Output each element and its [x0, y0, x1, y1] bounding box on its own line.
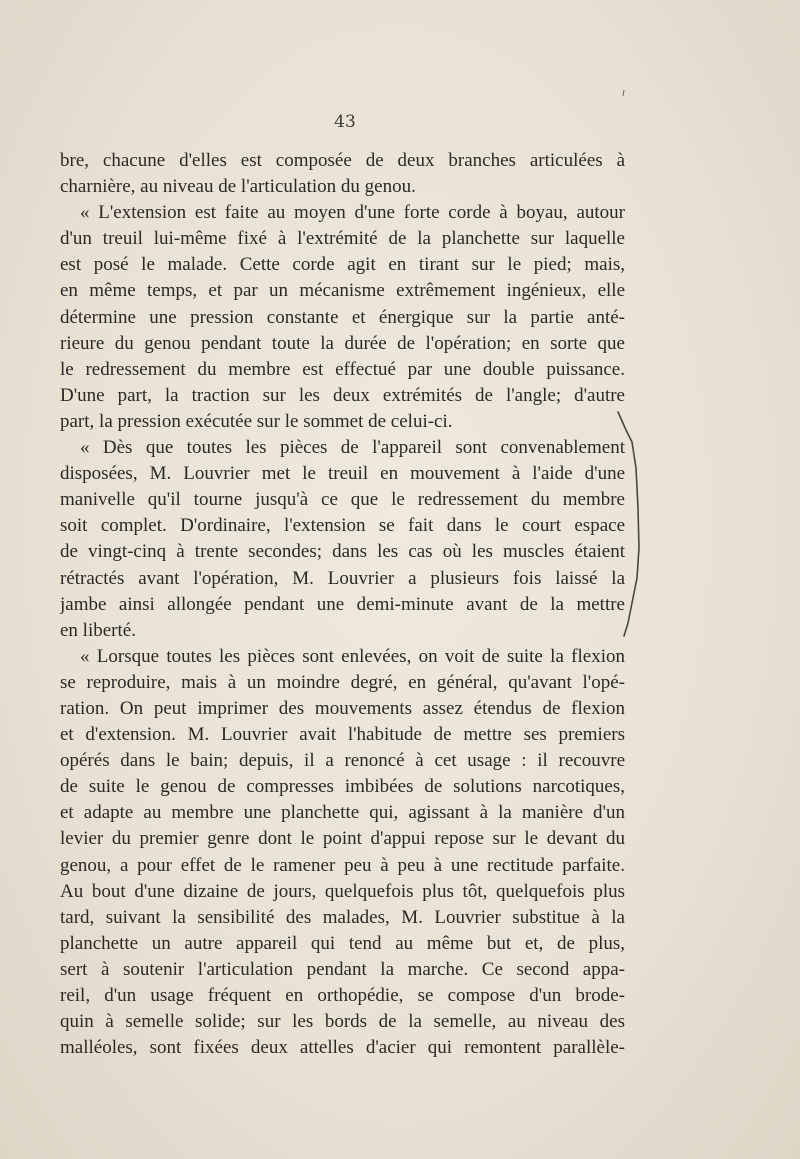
text-line: rieure du genou pendant toute la durée de l'opération; en sorte que: [60, 332, 625, 354]
page-number: 43: [334, 112, 356, 132]
text-line: genou, a pour effet de le ramener peu à peu à une rectitude parfaite.: [60, 854, 625, 876]
text-line: est posé le malade. Cette corde agit en tirant sur le pied; mais,: [60, 254, 625, 276]
text-line: soit complet. D'ordinaire, l'extension se fait dans le court espace: [60, 515, 625, 537]
text-line: de suite le genou de compresses imbibées de solutions narcotiques,: [60, 776, 625, 798]
text-line: charnière, au niveau de l'articulation du genou.: [60, 176, 416, 198]
text-line: détermine une pression constante et énergique sur la partie anté-: [60, 306, 625, 328]
text-line: quin à semelle solide; sur les bords de la semelle, au niveau des: [60, 1011, 625, 1033]
text-line: d'un treuil lui-même fixé à l'extrémité de la planchette sur laquelle: [60, 228, 625, 250]
text-line: rétractés avant l'opération, M. Louvrier a plusieurs fois laissé la: [60, 567, 625, 589]
text-line: en liberté.: [60, 619, 136, 641]
text-line: bre, chacune d'elles est composée de deux branches articulées à: [60, 150, 625, 171]
text-line: « Lorsque toutes les pièces sont enlevées, on voit de suite la flexion: [80, 645, 625, 667]
text-line: « L'extension est faite au moyen d'une forte corde à boyau, autour: [80, 202, 625, 224]
text-line: levier du premier genre dont le point d'appui repose sur le devant du: [60, 828, 625, 850]
text-line: se reproduire, mais à un moindre degré, en général, qu'avant l'opé-: [60, 671, 625, 693]
text-line: manivelle qu'il tourne jusqu'à ce que le redressement du membre: [60, 489, 625, 511]
paper-speck: [622, 90, 625, 96]
text-line: tard, suivant la sensibilité des malades, M. Louvrier substitue à la: [60, 906, 625, 928]
body-text: [60, 148, 625, 1061]
text-line: ration. On peut imprimer des mouvements assez étendus de flexion: [60, 697, 625, 719]
text-line: reil, d'un usage fréquent en orthopédie, se compose d'un brode-: [60, 985, 625, 1006]
text-line: et d'extension. M. Louvrier avait l'habitude de mettre ses premiers: [60, 724, 625, 746]
margin-pencil-mark: [612, 408, 652, 638]
text-line: part, la pression exécutée sur le sommet de celui-ci.: [60, 410, 453, 432]
text-line: opérés dans le bain; depuis, il a renoncé à cet usage : il recouvre: [60, 750, 625, 772]
text-line: planchette un autre appareil qui tend au même but et, de plus,: [60, 932, 625, 954]
text-line: et adapte au membre une planchette qui, agissant à la manière d'un: [60, 802, 625, 824]
text-line: disposées, M. Louvrier met le treuil en mouvement à l'aide d'une: [60, 463, 625, 485]
text-line: Au bout d'une dizaine de jours, quelquefois plus tôt, quelquefois plus: [60, 880, 625, 902]
text-line: le redressement du membre est effectué par une double puissance.: [60, 358, 625, 380]
text-line: jambe ainsi allongée pendant une demi-minute avant de la mettre: [60, 593, 625, 615]
text-line: « Dès que toutes les pièces de l'appareil sont convenablement: [80, 437, 625, 459]
text-line: en même temps, et par un mécanisme extrêmement ingénieux, elle: [60, 280, 625, 302]
text-line: malléoles, sont fixées deux attelles d'acier qui remontent parallèle-: [60, 1037, 625, 1059]
text-line: D'une part, la traction sur les deux extrémités de l'angle; d'autre: [60, 384, 625, 406]
text-line: de vingt-cinq à trente secondes; dans les cas où les muscles étaient: [60, 541, 625, 563]
text-line: sert à soutenir l'articulation pendant la marche. Ce second appa-: [60, 958, 625, 980]
